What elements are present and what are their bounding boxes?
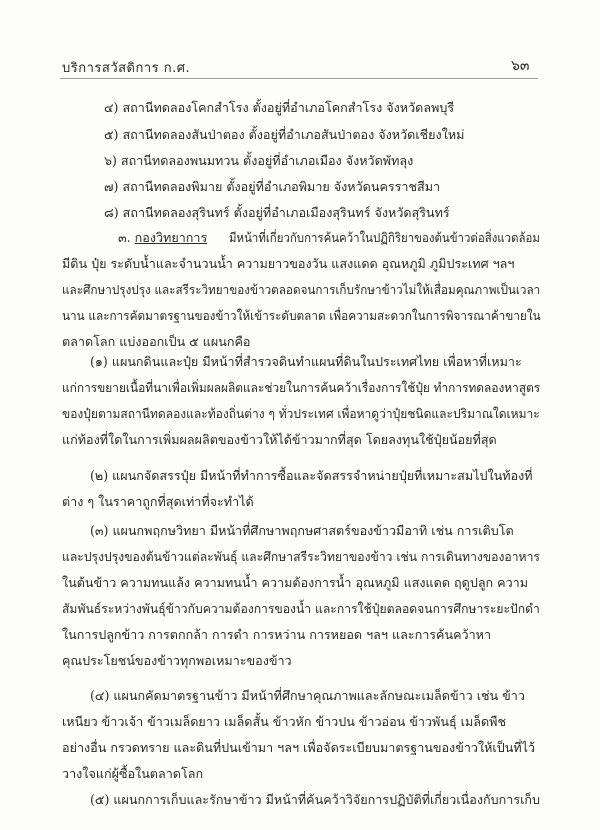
station-item: ๕) สถานีทดลองสันป่าตอง ตั้งอยู่ที่อำเภอสันป่าตอง จังหวัดเชียงใหม่ — [104, 127, 465, 142]
department-text-line: ในต้นข้าว ความทนแล้ง ความทนน้ำ ความต้องการน้ำ อุณหภูมิ แสงแดด ฤดูปลูก ความ — [62, 575, 529, 590]
department-text-line: อย่างอื่น กรวดทราย และดินที่ปนเข้ามา ฯลฯ เพื่อจัดระเบียบมาตรฐานของข้าวให้เป็นที่ไว้ — [62, 740, 536, 755]
section-text-line: ตลาดโลก แบ่งออกเป็น ๕ แผนกคือ — [62, 334, 251, 349]
station-item: ๖) สถานีทดลองพนมทวน ตั้งอยู่ที่อำเภอเมือง จังหวัดพัทลุง — [104, 153, 414, 168]
department-text-line: (๒) แผนกจัดสรรปุ๋ย มีหน้าที่ทำการซื้อและจัดสรรจำหน่ายปุ๋ยที่เหมาะสมไปในท้องที่ — [90, 468, 533, 483]
department-text-line: (๓) แผนกพฤกษวิทยา มีหน้าที่ศึกษาพฤกษศาสตร์ของข้าวมีอาทิ เช่น การเติบโต — [90, 523, 514, 538]
section-text-line: นาน และการคัดมาตรฐานของข้าวให้เข้าระดับตลาด เพื่อความสะดวกในการพิจารณาค้าขายใน — [62, 308, 541, 323]
section-number: ๓. — [118, 230, 131, 245]
section-heading — [118, 230, 207, 246]
department-text-line: ต่าง ๆ ในราคาถูกที่สุดเท่าที่จะทำได้ — [62, 494, 254, 509]
section-text-line: มีดิน ปุ๋ย ระดับน้ำและจำนวนน้ำ ความยาวของวัน แสงแดด อุณหภูมิ ภูมิประเทศ ฯลฯ — [62, 256, 515, 271]
running-header: บริการสวัสดิการ ก.ศ. — [62, 61, 191, 76]
station-item: ๔) สถานีทดลองโคกสำโรง ตั้งอยู่ที่อำเภอโคกสำโรง จังหวัดลพบุรี — [104, 100, 455, 115]
department-text-line: วางใจแก่ผู้ซื้อในตลาดโลก — [62, 766, 204, 781]
department-text-line: เหนียว ข้าวเจ้า ข้าวเมล็ดยาว เมล็ดสั้น ข้าวหัก ข้าวปน ข้าวอ่อน ข้าวพันธุ์ เมล็ดพืช — [62, 714, 506, 729]
department-text-line: ในการปลูกข้าว การตกกล้า การดำ การหว่าน การหยอด ฯลฯ และการค้นคว้าหา — [62, 627, 492, 642]
department-text-line: สัมพันธ์ระหว่างพันธุ์ข้าวกับความต้องการของน้ำ และการใช้ปุ๋ยตลอดจนการศึกษาระยะปักดำ — [62, 601, 540, 616]
station-item: ๗) สถานีทดลองพิมาย ตั้งอยู่ที่อำเภอพิมาย จังหวัดนครราชสีมา — [104, 179, 441, 194]
department-text-line: (๔) แผนกคัดมาตรฐานข้าว มีหน้าที่ศึกษาคุณภาพและลักษณะเมล็ดข้าว เช่น ข้าว — [90, 688, 525, 703]
department-text-line: คุณประโยชน์ของข้าวทุกพอเหมาะของข้าว — [62, 653, 292, 668]
section-text-line: มีหน้าที่เกี่ยวกับการค้นคว้าในปฏิกิริยาของต้นข้าวต่อสิ่งแวดล้อม — [229, 230, 540, 245]
department-text-line: และปรุงปรุงของต้นข้าวแต่ละพันธุ์ และศึกษาสรีระวิทยาของข้าว เช่น การเดินทางของอาหาร — [62, 549, 540, 564]
department-text-line: (๕) แผนกการเก็บและรักษาข้าว มีหน้าที่ค้นคว้าวิจัยการปฏิบัติที่เกี่ยวเนื่องกับการเก็บ — [90, 792, 541, 807]
section-title: กองวิทยาการ — [134, 230, 208, 245]
department-text-line: (๑) แผนกดินและปุ๋ย มีหน้าที่สำรวจดินทำแผนที่ดินในประเทศไทย เพื่อหาที่เหมาะ — [90, 354, 522, 369]
department-text-line: ของปุ๋ยตามสถานีทดลองและท้องถิ่นต่าง ๆ ทั่วประเทศ เพื่อหาดูว่าปุ๋ยชนิดและปริมาณใดเหมาะ — [62, 406, 540, 421]
header-rule — [60, 78, 538, 79]
department-text-line: แก่การขยายเนื้อที่นาเพื่อเพิ่มผลผลิตและช่วยในการค้นคว้าเรื่องการใช้ปุ๋ย ทำการทดลองหาสูตร — [62, 380, 541, 395]
section-text-line: และศึกษาปรุงปรุง และสรีระวิทยาของข้าวตลอดจนการเก็บรักษาข้าวไม่ให้เสื่อมคุณภาพเป็นเวลา — [62, 282, 541, 297]
department-text-line: แก่ท้องที่ใดในการเพิ่มผลผลิตของข้าวให้ได้ข้าวมากที่สุด โดยลงทุนใช้ปุ๋ยน้อยที่สุด — [62, 432, 497, 447]
page-number: ๖๓ — [511, 58, 530, 74]
station-item: ๘) สถานีทดลองสุรินทร์ ตั้งอยู่ที่อำเภอเมืองสุรินทร์ จังหวัดสุรินทร์ — [104, 205, 450, 220]
